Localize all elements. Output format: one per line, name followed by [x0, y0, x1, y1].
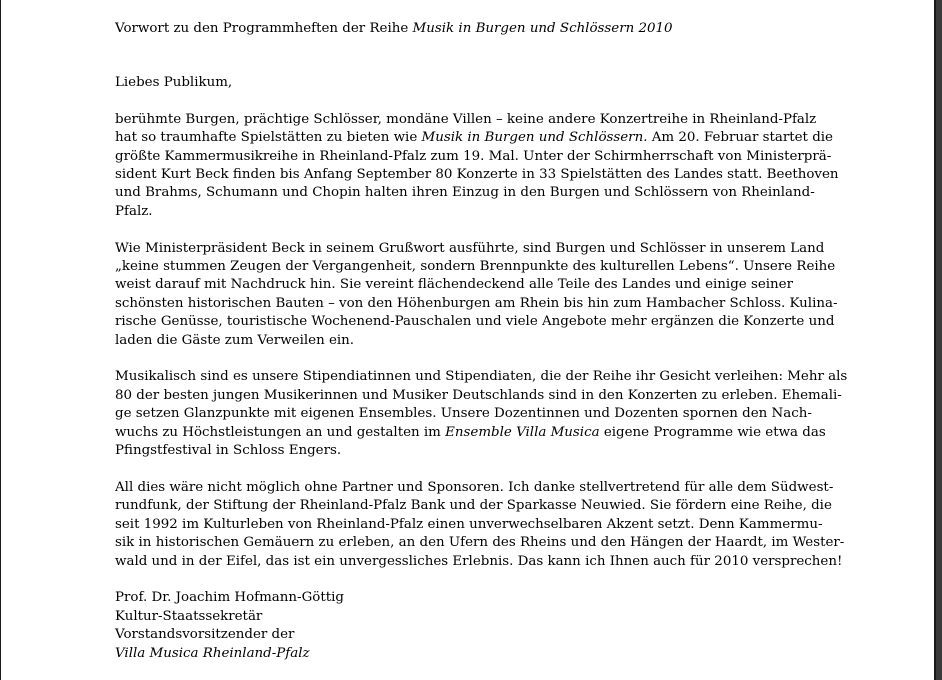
line-text: laden die Gäste zum Verweilen ein.	[115, 332, 355, 348]
paragraph-line	[115, 203, 827, 221]
paragraph-line	[115, 405, 827, 423]
paragraph-3	[115, 368, 848, 460]
window-edge	[936, 0, 942, 680]
paragraph-line	[115, 295, 838, 313]
line-text: größte Kammermusikreihe in Rheinland-Pfalz zum 19. Mal. Unter der Schirmherrschaft von Ministerprä-	[115, 148, 832, 164]
line-text: rische Genüsse, touristische Wochenend-Pauschalen und viele Angebote mehr ergänzen die Konzerte und	[115, 314, 835, 330]
paragraph-2	[115, 240, 838, 350]
signature-block	[115, 589, 827, 663]
heading-series-title: Musik in Burgen und Schlössern 2010	[412, 21, 673, 36]
line-text: seit 1992 im Kulturleben von Rheinland-Pfalz einen unverwechselbaren Akzent setzt. Denn Kammermu-	[115, 516, 823, 532]
signature-organization: Villa Musica Rheinland-Pfalz	[115, 645, 310, 661]
signature-title: Kultur-Staatssekretär	[115, 608, 263, 624]
paragraph-line	[115, 424, 827, 442]
paragraph-line	[115, 368, 848, 386]
paragraph-line	[115, 479, 834, 497]
line-text: hat so traumhafte Spielstätten zu bieten wie	[115, 130, 422, 146]
paragraph-line	[115, 240, 827, 258]
paragraph-line	[115, 387, 842, 405]
line-text: All dies wäre nicht möglich ohne Partner und Sponsoren. Ich danke stellvertretend für alle dem Südwest-	[115, 479, 834, 495]
paragraph-line	[115, 258, 836, 276]
line-text: Wie Ministerpräsident Beck in seinem Grußwort ausführte, sind Burgen und Schlösser in unserem Land	[115, 240, 825, 256]
paragraph-4	[115, 479, 845, 571]
line-text: weist darauf mit Nachdruck hin. Sie vereint flächendeckend alle Teile des Landes und einige seiner	[115, 277, 793, 293]
line-text: „keine stummen Zeugen der Vergangenheit, sondern Brennpunkte des kulturellen Lebens“. Unsere Reihe	[115, 259, 836, 275]
paragraph-line	[115, 516, 827, 534]
line-text: Am 20. Februar startet die	[647, 130, 833, 146]
paragraph-line	[115, 111, 827, 129]
paragraph-line	[115, 148, 832, 166]
line-text: ge setzen Glanzpunkte mit eigenen Ensembles. Unsere Dozentinnen und Dozenten spornen den Nach-	[115, 406, 812, 422]
signature-name: Prof. Dr. Joachim Hofmann-Göttig	[115, 590, 344, 606]
paragraph-1	[115, 111, 839, 221]
line-text: schönsten historischen Bauten – von den Höhenburgen am Rhein bis hin zum Hambacher Schloss. Kulina-	[115, 295, 838, 311]
line-text: sik in historischen Gemäuern zu erleben, an den Ufern des Rheins und den Hängen der Haardt, im Wester-	[115, 535, 845, 551]
line-text: berühmte Burgen, prächtige Schlösser, mondäne Villen – keine andere Konzertreihe in Rheinland-Pfalz	[115, 111, 817, 127]
paragraph-line	[115, 553, 843, 571]
paragraph-line	[115, 166, 839, 184]
line-italic-text: Musik in Burgen und Schlössern.	[421, 130, 648, 146]
signature-role: Vorstandsvorsitzender der	[115, 627, 295, 643]
line-text: wald und in der Eifel, das ist ein unvergessliches Erlebnis. Das kann ich Ihnen auch für 2010 versprechen!	[115, 553, 843, 569]
line-text: und Brahms, Schumann und Chopin halten ihren Einzug in den Burgen und Schlössern von Rheinland-	[115, 185, 815, 201]
heading-text: Vorwort zu den Programmheften der Reihe	[115, 21, 413, 36]
document-heading	[115, 20, 827, 38]
paragraph-line	[115, 129, 833, 147]
paragraph-line	[115, 497, 832, 515]
line-text: 80 der besten jungen Musikerinnen und Musiker Deutschlands sind in den Konzerten zu erleben. Ehemali-	[115, 387, 842, 403]
line-text: sident Kurt Beck finden bis Anfang September 80 Konzerte in 33 Spielstätten des Landes statt. Beethoven	[115, 167, 839, 183]
paragraph-line	[115, 332, 827, 350]
salutation: Liebes Publikum,	[115, 75, 233, 91]
letter-paragraphs	[115, 111, 848, 571]
line-text: Musikalisch sind es unsere Stipendiatinnen und Stipendiaten, die der Reihe ihr Gesicht verleihen: Mehr als	[115, 369, 848, 385]
line-italic-text: Ensemble Villa Musica	[445, 424, 600, 440]
paragraph-line	[115, 276, 827, 294]
line-text: Pfingstfestival in Schloss Engers.	[115, 443, 342, 459]
paragraph-line	[115, 313, 835, 331]
document-body	[115, 20, 848, 663]
paragraph-line	[115, 534, 845, 552]
line-text: rundfunk, der Stiftung der Rheinland-Pfalz Bank und der Sparkasse Neuwied. Sie fördern eine Reihe, die	[115, 498, 832, 514]
paragraph-line	[115, 184, 827, 202]
paragraph-line	[115, 442, 827, 460]
line-text: Pfalz.	[115, 203, 153, 219]
line-text: wuchs zu Höchstleistungen an und gestalten im	[115, 424, 446, 440]
line-text: eigene Programme wie etwa das	[599, 424, 826, 440]
